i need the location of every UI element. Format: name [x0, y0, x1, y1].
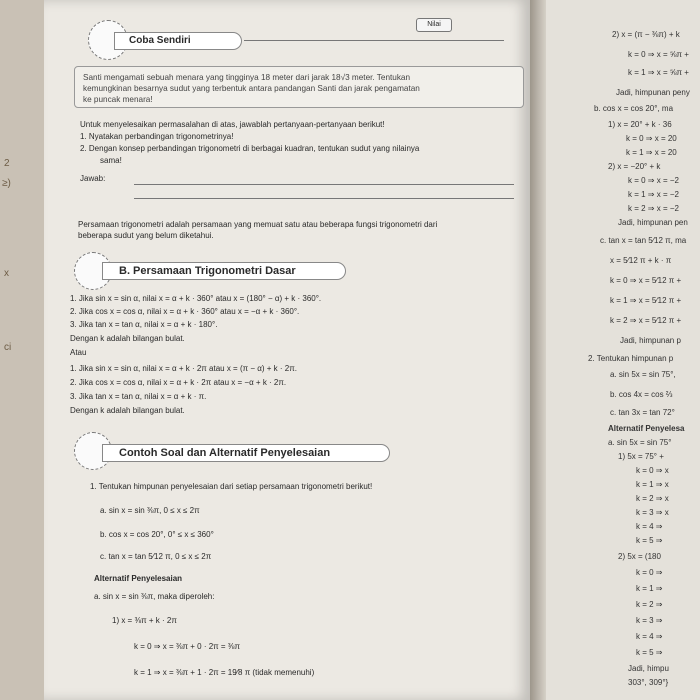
question-text: 1. Tentukan himpunan penyelesaian dari setiap persamaan trigonometri berikut!	[90, 482, 373, 491]
right-line: k = 2 ⇒ x = −2	[628, 204, 679, 213]
answer-line	[134, 184, 514, 185]
definition-line: Persamaan trigonometri adalah persamaan yang memuat satu atau beberapa fungsi trigonometri dari	[78, 220, 438, 229]
coba-sendiri-title: Coba Sendiri	[114, 32, 242, 50]
k-note: Dengan k adalah bilangan bulat.	[70, 406, 185, 415]
solution-line: 1) x = ⅜π + k · 2π	[112, 616, 177, 625]
right-line: 2) x = (π − ⅜π) + k	[612, 30, 680, 39]
edge-text: x	[4, 268, 9, 279]
right-line: k = 1 ⇒	[636, 584, 663, 593]
solution-line: a. sin x = sin ⅜π, maka diperoleh:	[94, 592, 215, 601]
right-line: k = 5 ⇒	[636, 648, 663, 657]
rule-line: 1. Jika sin x = sin α, nilai x = α + k · 360° atau x = (180° − α) + k · 360°.	[70, 294, 322, 303]
edge-text: ci	[4, 342, 12, 353]
section-b-title: B. Persamaan Trigonometri Dasar	[102, 262, 346, 280]
contoh-title: Contoh Soal dan Alternatif Penyelesaian	[102, 444, 390, 462]
right-line: k = 5 ⇒	[636, 536, 663, 545]
right-line: 1) x = 20° + k · 36	[608, 120, 672, 129]
right-line: 1) 5x = 75° +	[618, 452, 664, 461]
right-line: k = 1 ⇒ x = −2	[628, 190, 679, 199]
problem-line: ke puncak menara!	[83, 95, 153, 104]
right-line: 303°, 309°}	[628, 678, 669, 687]
solution-line: k = 0 ⇒ x = ⅜π + 0 · 2π = ⅜π	[134, 642, 240, 651]
problem-line: kemungkinan besarnya sudut yang terbentuk antara pandangan Santi dan jarak pengamatan	[83, 84, 420, 93]
right-line: k = 1 ⇒ x	[636, 480, 669, 489]
right-line: k = 0 ⇒ x = 20	[626, 134, 677, 143]
right-line: k = 4 ⇒	[636, 632, 663, 641]
instruction-item: 1. Nyatakan perbandingan trigonometrinya!	[80, 132, 234, 141]
sub-question: c. tan x = tan 5⁄12 π, 0 ≤ x ≤ 2π	[100, 552, 212, 561]
divider	[244, 40, 504, 41]
left-page-edge	[0, 0, 44, 700]
right-line: k = 0 ⇒	[636, 568, 663, 577]
definition-line: beberapa sudut yang belum diketahui.	[78, 231, 214, 240]
instruction-intro: Untuk menyelesaikan permasalahan di atas, jawablah pertanyaan-pertanyaan berikut!	[80, 120, 385, 129]
right-line: k = 1 ⇒ x = ⅝π +	[628, 68, 689, 77]
edge-text: 2	[4, 158, 10, 169]
right-line: b. cos 4x = cos ⅔	[610, 390, 673, 399]
sub-question: a. sin x = sin ⅜π, 0 ≤ x ≤ 2π	[100, 506, 200, 515]
atau-label: Atau	[70, 348, 87, 357]
edge-text: ≥)	[2, 178, 11, 189]
right-line: k = 2 ⇒ x	[636, 494, 669, 503]
right-line: k = 4 ⇒	[636, 522, 663, 531]
solution-line: k = 1 ⇒ x = ⅜π + 1 · 2π = 19⁄8 π (tidak memenuhi)	[134, 668, 315, 677]
right-line: k = 0 ⇒ x = −2	[628, 176, 679, 185]
rule-line: 3. Jika tan x = tan α, nilai x = α + k · 180°.	[70, 320, 218, 329]
k-note: Dengan k adalah bilangan bulat.	[70, 334, 185, 343]
problem-box	[74, 66, 524, 108]
right-line: Jadi, himpunan peny	[616, 88, 690, 97]
alt-title: Alternatif Penyelesaian	[94, 574, 183, 583]
right-line: c. tan 3x = tan 72°	[610, 408, 675, 417]
nilai-box: Nilai	[416, 18, 452, 32]
right-line: a. sin 5x = sin 75°	[608, 438, 672, 447]
book-gutter	[530, 0, 546, 700]
problem-line: Santi mengamati sebuah menara yang tingginya 18 meter dari jarak 18√3 meter. Tentukan	[83, 73, 411, 82]
right-line: k = 2 ⇒	[636, 600, 663, 609]
right-line: k = 3 ⇒ x	[636, 508, 669, 517]
right-line: k = 0 ⇒ x = ⅝π +	[628, 50, 689, 59]
right-line: a. sin 5x = sin 75°,	[610, 370, 676, 379]
instruction-item: sama!	[100, 156, 122, 165]
rule-line: 2. Jika cos x = cos α, nilai x = α + k · 360° atau x = −α + k · 360°.	[70, 307, 300, 316]
sub-question: b. cos x = cos 20°, 0° ≤ x ≤ 360°	[100, 530, 214, 539]
right-line: x = 5⁄12 π + k · π	[610, 256, 672, 265]
right-line: k = 1 ⇒ x = 20	[626, 148, 677, 157]
right-line: 2) 5x = (180	[618, 552, 661, 561]
right-line: k = 3 ⇒	[636, 616, 663, 625]
instruction-item: 2. Dengan konsep perbandingan trigonometri di berbagai kuadran, tentukan sudut yang nilainya	[80, 144, 420, 153]
right-line: k = 1 ⇒ x = 5⁄12 π +	[610, 296, 682, 305]
right-line: 2) x = −20° + k	[608, 162, 661, 171]
answer-line	[134, 198, 514, 199]
right-line: b. cos x = cos 20°, ma	[594, 104, 674, 113]
jawab-label: Jawab:	[80, 174, 106, 183]
rule-line: 2. Jika cos x = cos α, nilai x = α + k · 2π atau x = −α + k · 2π.	[70, 378, 287, 387]
right-line: k = 2 ⇒ x = 5⁄12 π +	[610, 316, 682, 325]
left-page	[44, 0, 530, 700]
rule-line: 1. Jika sin x = sin α, nilai x = α + k · 2π atau x = (π − α) + k · 2π.	[70, 364, 297, 373]
right-line: Jadi, himpunan p	[620, 336, 681, 345]
right-line: c. tan x = tan 5⁄12 π, ma	[600, 236, 687, 245]
right-line: Jadi, himpunan pen	[618, 218, 688, 227]
rule-line: 3. Jika tan x = tan α, nilai x = α + k · π.	[70, 392, 207, 401]
right-page	[546, 0, 700, 700]
right-line: k = 0 ⇒ x	[636, 466, 669, 475]
right-line: Jadi, himpu	[628, 664, 669, 673]
right-line: 2. Tentukan himpunan p	[588, 354, 674, 363]
right-line: Alternatif Penyelesa	[608, 424, 685, 433]
right-line: k = 0 ⇒ x = 5⁄12 π +	[610, 276, 682, 285]
